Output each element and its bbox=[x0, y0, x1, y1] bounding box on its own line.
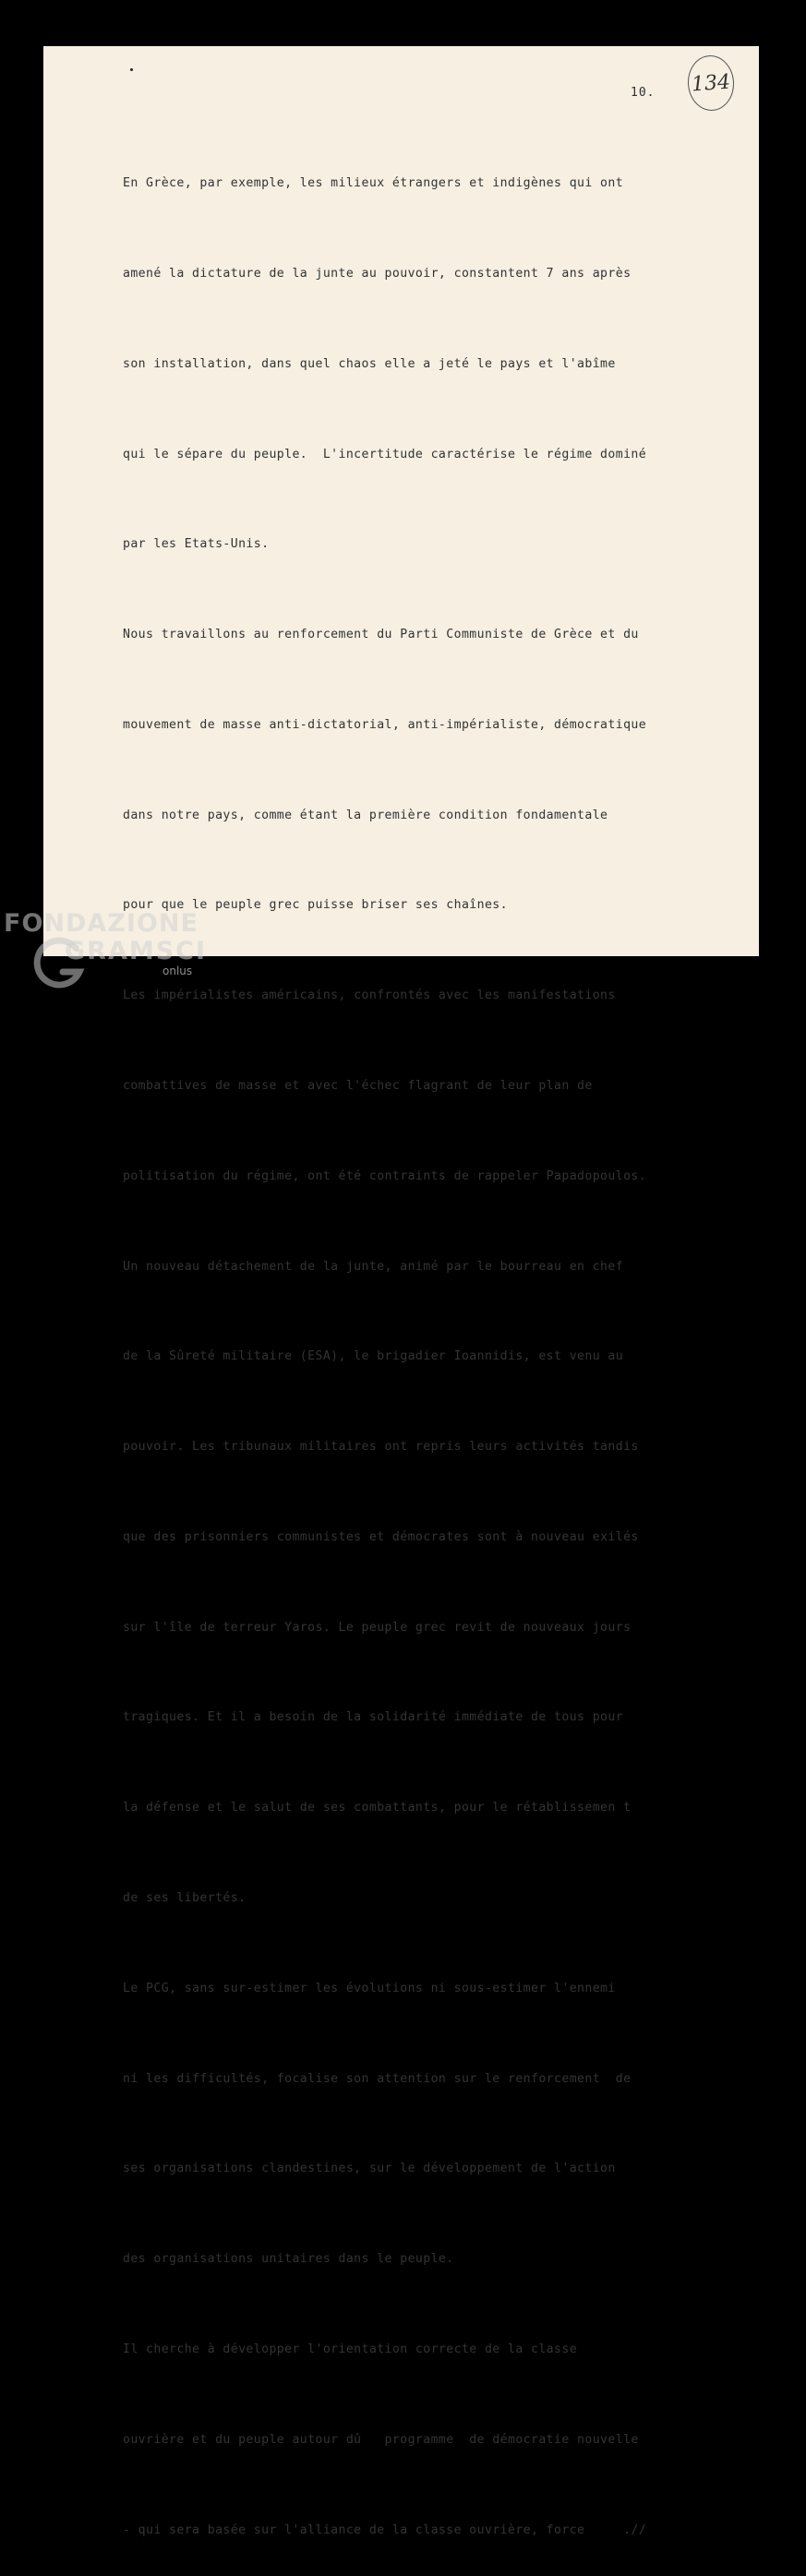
ink-speck bbox=[130, 68, 133, 71]
text-line: que des prisonniers communistes et démocrates sont à nouveau exilés bbox=[123, 1529, 639, 1544]
archive-stamp-number: 134 bbox=[686, 54, 736, 112]
text-line: des organisations unitaires dans le peuple. bbox=[123, 2252, 454, 2267]
text-line: ses organisations clandestines, sur le développement de l'action bbox=[123, 2162, 616, 2176]
text-line: par les Etats-Unis. bbox=[123, 537, 270, 552]
text-line: qui le sépare du peuple. L'incertitude caractérise le régime dominé bbox=[123, 447, 647, 461]
text-line: En Grèce, par exemple, les milieux étrangers et indigènes qui ont bbox=[123, 176, 624, 191]
document-body bbox=[123, 109, 714, 2576]
watermark-line-1: FONDAZIONE bbox=[4, 909, 198, 938]
text-line: Le PCG, sans sur-estimer les évolutions ni sous-estimer l'ennemi bbox=[123, 1981, 616, 1995]
text-line: politisation du régime, ont été contraints de rappeler Papadopoulos. bbox=[123, 1168, 647, 1183]
watermark-line-2: GRAMSCI bbox=[65, 937, 208, 965]
text-line: dans notre pays, comme étant la première condition fondamentale bbox=[123, 808, 608, 822]
text-line: combattives de masse et avec l'échec flagrant de leur plan de bbox=[123, 1079, 593, 1093]
text-line: Un nouveau détachement de la junte, animé par le bourreau en chef bbox=[123, 1259, 624, 1274]
page-number: 10. bbox=[631, 86, 656, 100]
fondazione-gramsci-watermark bbox=[0, 909, 212, 997]
text-line: mouvement de masse anti-dictatorial, anti-impérialiste, démocratique bbox=[123, 717, 647, 732]
text-line: tragiques. Et il a besoin de la solidarité immédiate de tous pour bbox=[123, 1710, 624, 1725]
text-line: de la Sûreté militaire (ESA), le brigadier Ioannidis, est venu au bbox=[123, 1349, 624, 1364]
text-line: - qui sera basée sur l'alliance de la classe ouvrière, force .// bbox=[123, 2522, 647, 2537]
text-line: ni les difficultés, focalise son attention sur le renforcement de bbox=[123, 2071, 632, 2086]
text-line: ouvrière et du peuple autour dû programme de démocratie nouvelle bbox=[123, 2432, 639, 2447]
text-line: de ses libertés. bbox=[123, 1891, 247, 1906]
text-line: Les impérialistes américains, confrontés avec les manifestations bbox=[123, 988, 616, 1003]
text-line: pour que le peuple grec puisse briser ses chaînes. bbox=[123, 898, 508, 913]
text-line: sur l'île de terreur Yaros. Le peuple grec revit de nouveaux jours bbox=[123, 1620, 632, 1635]
text-line: pouvoir. Les tribunaux militaires ont repris leurs activités tandis bbox=[123, 1440, 639, 1455]
watermark-suffix: onlus bbox=[162, 965, 193, 977]
text-line: la défense et le salut de ses combattants, pour le rétablissemen t bbox=[123, 1801, 632, 1815]
text-line: Il cherche à développer l'orientation correcte de la classe bbox=[123, 2342, 578, 2356]
text-line: son installation, dans quel chaos elle a jeté le pays et l'abîme bbox=[123, 356, 616, 371]
text-line: Nous travaillons au renforcement du Parti Communiste de Grèce et du bbox=[123, 628, 639, 642]
text-line: amené la dictature de la junte au pouvoir, constantent 7 ans après bbox=[123, 266, 632, 281]
